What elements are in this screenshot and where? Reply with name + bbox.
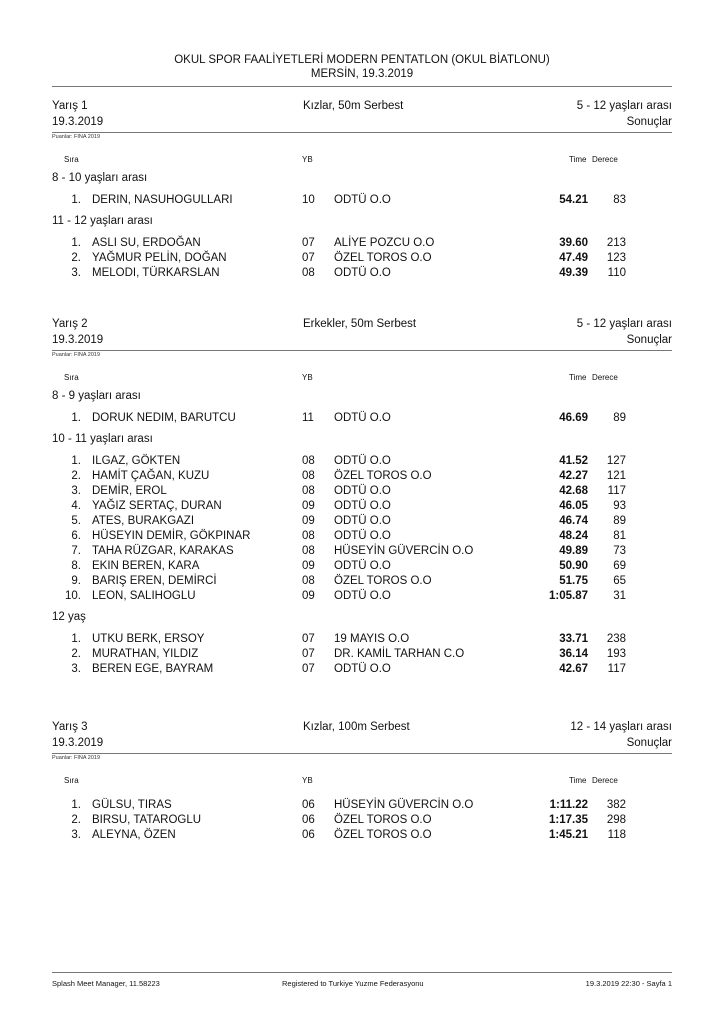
race-result-type: Sonuçlar — [626, 334, 672, 346]
rank: 9. — [71, 575, 81, 587]
club-name: ODTÜ O.O — [334, 515, 391, 527]
swim-time: 49.89 — [559, 545, 588, 557]
fina-points: 110 — [607, 267, 626, 279]
race-title: Yarış 2 — [52, 318, 88, 330]
club-name: DR. KAMİL TARHAN C.O — [334, 648, 465, 660]
fina-points: 73 — [613, 545, 626, 557]
footer-registered: Registered to Turkiye Yuzme Federasyonu — [282, 979, 424, 988]
col-header-time: Time — [569, 776, 587, 785]
birth-year: 06 — [302, 814, 315, 826]
swimmer-name: ATES, BURAKGAZI — [92, 515, 195, 527]
swimmer-name: YAĞIZ SERTAÇ, DURAN — [92, 500, 222, 512]
birth-year: 11 — [302, 412, 314, 424]
age-group-label: 11 - 12 yaşları arası — [52, 215, 153, 227]
scoring-note: Puanlar: FINA 2019 — [52, 755, 101, 761]
rank: 1. — [71, 412, 81, 424]
swimmer-name: BARIŞ EREN, DEMİRCİ — [92, 575, 217, 587]
club-name: HÜSEYİN GÜVERCİN O.O — [334, 799, 474, 811]
birth-year: 06 — [302, 829, 315, 841]
age-group-label: 8 - 9 yaşları arası — [52, 390, 141, 402]
club-name: ODTÜ O.O — [334, 455, 391, 467]
birth-year: 08 — [302, 485, 315, 497]
club-name: ÖZEL TOROS O.O — [334, 252, 432, 264]
swimmer-name: YAĞMUR PELİN, DOĞAN — [92, 252, 227, 264]
result-row — [0, 237, 724, 252]
birth-year: 10 — [302, 194, 315, 206]
result-row — [0, 485, 724, 500]
fina-points: 238 — [606, 633, 626, 645]
rank: 8. — [71, 560, 81, 572]
fina-points: 83 — [613, 194, 626, 206]
result-row — [0, 194, 724, 209]
result-row — [0, 590, 724, 605]
age-group-label: 12 yaş — [52, 611, 86, 623]
race-header — [52, 721, 672, 769]
result-row — [0, 545, 724, 560]
age-group-label: 8 - 10 yaşları arası — [52, 172, 148, 184]
fina-points: 118 — [607, 829, 626, 841]
rank: 5. — [71, 515, 81, 527]
result-row — [0, 575, 724, 590]
result-row — [0, 470, 724, 485]
race-divider — [52, 753, 672, 754]
footer-divider — [52, 972, 672, 973]
race-event: Kızlar, 50m Serbest — [303, 100, 404, 112]
club-name: ODTÜ O.O — [334, 560, 391, 572]
swimmer-name: BIRSU, TATAROGLU — [92, 814, 202, 826]
swimmer-name: BEREN EGE, BAYRAM — [92, 663, 214, 675]
birth-year: 07 — [302, 663, 315, 675]
fina-points: 117 — [607, 663, 626, 675]
race-title: Yarış 3 — [52, 721, 88, 733]
club-name: ÖZEL TOROS O.O — [334, 470, 432, 482]
col-header-yb: YB — [302, 373, 313, 382]
club-name: ÖZEL TOROS O.O — [334, 575, 432, 587]
result-row — [0, 663, 724, 678]
swim-time: 42.67 — [559, 663, 588, 675]
rank: 2. — [71, 814, 81, 826]
result-row — [0, 412, 724, 427]
fina-points: 121 — [606, 470, 626, 482]
rank: 2. — [71, 252, 81, 264]
race-header — [52, 100, 672, 148]
result-row — [0, 829, 724, 844]
rank: 1. — [71, 194, 81, 206]
result-row — [0, 633, 724, 648]
club-name: ODTÜ O.O — [334, 485, 391, 497]
rank: 4. — [71, 500, 81, 512]
fina-points: 213 — [606, 237, 626, 249]
birth-year: 06 — [302, 799, 315, 811]
race-date: 19.3.2019 — [52, 737, 104, 749]
result-row — [0, 500, 724, 515]
fina-points: 93 — [613, 500, 626, 512]
rank: 3. — [71, 663, 81, 675]
swimmer-name: ILGAZ, GÖKTEN — [92, 455, 181, 467]
birth-year: 08 — [302, 455, 315, 467]
swim-time: 1:05.87 — [548, 590, 588, 602]
swim-time: 51.75 — [559, 575, 588, 587]
col-header-points: Derece — [592, 155, 618, 164]
fina-points: 382 — [606, 799, 626, 811]
footer-page: 19.3.2019 22:30 - Sayfa 1 — [585, 979, 672, 988]
rank: 2. — [71, 648, 81, 660]
birth-year: 07 — [302, 648, 315, 660]
header-divider — [52, 86, 672, 87]
swim-time: 39.60 — [559, 237, 588, 249]
birth-year: 07 — [302, 633, 315, 645]
club-name: ODTÜ O.O — [334, 663, 391, 675]
club-name: ODTÜ O.O — [334, 412, 391, 424]
swim-time: 42.27 — [559, 470, 588, 482]
club-name: ÖZEL TOROS O.O — [334, 814, 432, 826]
swim-time: 41.52 — [559, 455, 588, 467]
rank: 1. — [71, 455, 81, 467]
race-age-range: 5 - 12 yaşları arası — [576, 100, 672, 112]
result-row — [0, 814, 724, 829]
swimmer-name: DORUK NEDIM, BARUTCU — [92, 412, 236, 424]
birth-year: 08 — [302, 530, 315, 542]
swimmer-name: MELODI, TÜRKARSLAN — [92, 267, 220, 279]
swim-time: 46.69 — [559, 412, 588, 424]
swim-time: 46.74 — [559, 515, 588, 527]
club-name: ÖZEL TOROS O.O — [334, 829, 432, 841]
swimmer-name: HÜSEYIN DEMİR, GÖKPINAR — [92, 530, 251, 542]
swimmer-name: DEMİR, EROL — [92, 485, 167, 497]
club-name: ALİYE POZCU O.O — [334, 237, 435, 249]
rank: 1. — [71, 799, 81, 811]
swim-time: 1:11.22 — [549, 799, 588, 811]
birth-year: 08 — [302, 267, 315, 279]
page-subtitle: MERSİN, 19.3.2019 — [310, 68, 414, 80]
race-date: 19.3.2019 — [52, 334, 104, 346]
race-date: 19.3.2019 — [52, 116, 104, 128]
race-event: Kızlar, 100m Serbest — [303, 721, 410, 733]
fina-points: 298 — [606, 814, 626, 826]
swim-time: 47.49 — [559, 252, 588, 264]
swim-time: 42.68 — [559, 485, 588, 497]
race-divider — [52, 132, 672, 133]
age-group-label: 10 - 11 yaşları arası — [52, 433, 153, 445]
race-title: Yarış 1 — [52, 100, 88, 112]
birth-year: 09 — [302, 500, 315, 512]
col-header-time: Time — [569, 373, 587, 382]
fina-points: 81 — [613, 530, 626, 542]
race-age-range: 12 - 14 yaşları arası — [570, 721, 672, 733]
swimmer-name: UTKU BERK, ERSOY — [92, 633, 205, 645]
race-result-type: Sonuçlar — [626, 737, 672, 749]
rank: 6. — [71, 530, 81, 542]
fina-points: 89 — [613, 515, 626, 527]
race-divider — [52, 350, 672, 351]
result-row — [0, 530, 724, 545]
birth-year: 07 — [302, 252, 315, 264]
footer-software: Splash Meet Manager, 11.58223 — [52, 979, 160, 988]
fina-points: 65 — [613, 575, 626, 587]
swim-time: 48.24 — [559, 530, 588, 542]
birth-year: 08 — [302, 470, 315, 482]
col-header-rank: Sıra — [64, 155, 79, 164]
col-header-rank: Sıra — [64, 776, 79, 785]
swimmer-name: LEON, SALIHOGLU — [92, 590, 196, 602]
page-title: OKUL SPOR FAALİYETLERİ MODERN PENTATLON (OKUL BİATLONU) — [174, 54, 550, 66]
swimmer-name: TAHA RÜZGAR, KARAKAS — [92, 545, 234, 557]
scoring-note: Puanlar: FINA 2019 — [52, 134, 101, 140]
club-name: ODTÜ O.O — [334, 590, 391, 602]
swimmer-name: MURATHAN, YILDIZ — [92, 648, 199, 660]
club-name: ODTÜ O.O — [334, 530, 391, 542]
result-row — [0, 648, 724, 663]
rank: 2. — [71, 470, 81, 482]
rank: 3. — [71, 267, 81, 279]
result-row — [0, 560, 724, 575]
birth-year: 07 — [302, 237, 315, 249]
result-row — [0, 515, 724, 530]
swim-time: 33.71 — [559, 633, 588, 645]
col-header-yb: YB — [302, 155, 313, 164]
rank: 10. — [65, 590, 81, 602]
race-event: Erkekler, 50m Serbest — [303, 318, 417, 330]
club-name: ODTÜ O.O — [334, 267, 391, 279]
club-name: ODTÜ O.O — [334, 194, 391, 206]
birth-year: 09 — [302, 560, 315, 572]
col-header-time: Time — [569, 155, 587, 164]
fina-points: 117 — [607, 485, 626, 497]
rank: 3. — [71, 829, 81, 841]
result-row — [0, 267, 724, 282]
swimmer-name: HAMİT ÇAĞAN, KUZU — [92, 470, 210, 482]
result-row — [0, 455, 724, 470]
fina-points: 69 — [613, 560, 626, 572]
swim-time: 54.21 — [559, 194, 588, 206]
swimmer-name: DERIN, NASUHOGULLARI — [92, 194, 233, 206]
col-header-points: Derece — [592, 373, 618, 382]
birth-year: 08 — [302, 545, 315, 557]
result-row — [0, 799, 724, 814]
rank: 1. — [71, 237, 81, 249]
club-name: 19 MAYIS O.O — [334, 633, 410, 645]
swim-time: 1:45.21 — [548, 829, 588, 841]
swimmer-name: GÜLSU, TIRAS — [92, 799, 172, 811]
scoring-note: Puanlar: FINA 2019 — [52, 352, 101, 358]
fina-points: 127 — [606, 455, 626, 467]
birth-year: 09 — [302, 515, 315, 527]
rank: 1. — [71, 633, 81, 645]
race-result-type: Sonuçlar — [626, 116, 672, 128]
swim-time: 49.39 — [559, 267, 588, 279]
race-header — [52, 318, 672, 366]
rank: 7. — [71, 545, 81, 557]
swim-time: 1:17.35 — [548, 814, 588, 826]
swimmer-name: EKIN BEREN, KARA — [92, 560, 200, 572]
fina-points: 123 — [606, 252, 626, 264]
rank: 3. — [71, 485, 81, 497]
fina-points: 89 — [613, 412, 626, 424]
club-name: ODTÜ O.O — [334, 500, 391, 512]
race-age-range: 5 - 12 yaşları arası — [576, 318, 672, 330]
fina-points: 193 — [606, 648, 626, 660]
swim-time: 36.14 — [559, 648, 588, 660]
birth-year: 08 — [302, 575, 315, 587]
result-row — [0, 252, 724, 267]
col-header-points: Derece — [592, 776, 618, 785]
swim-time: 46.05 — [559, 500, 588, 512]
swimmer-name: ASLI SU, ERDOĞAN — [92, 237, 201, 249]
col-header-rank: Sıra — [64, 373, 79, 382]
birth-year: 09 — [302, 590, 315, 602]
col-header-yb: YB — [302, 776, 313, 785]
swim-time: 50.90 — [559, 560, 588, 572]
swimmer-name: ALEYNA, ÖZEN — [92, 829, 176, 841]
fina-points: 31 — [613, 590, 626, 602]
club-name: HÜSEYİN GÜVERCİN O.O — [334, 545, 474, 557]
